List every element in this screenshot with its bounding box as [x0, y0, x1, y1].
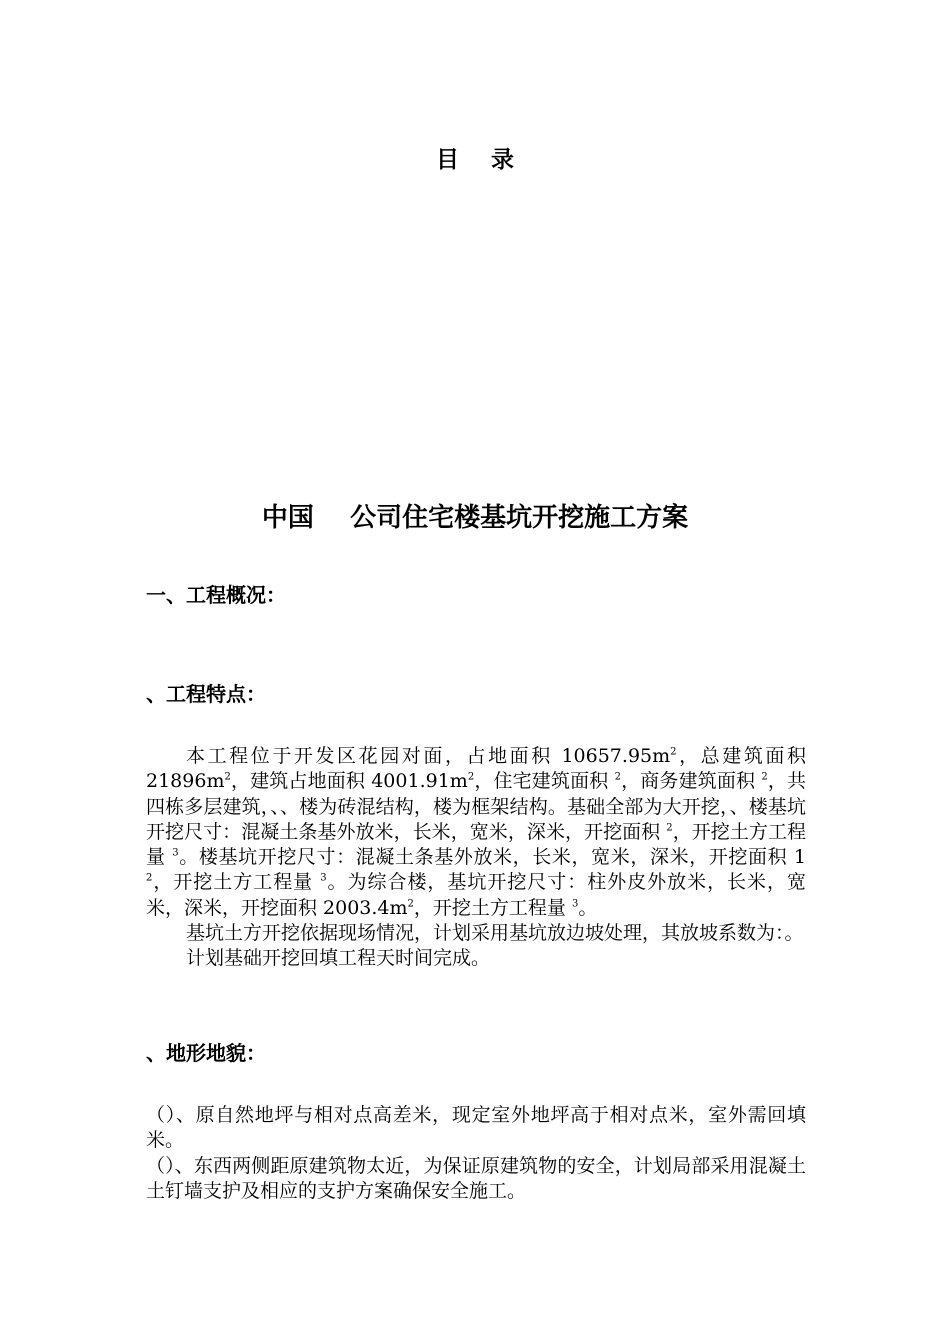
terrain-body — [146, 1103, 806, 1204]
text-run: ，开挖土方工程量 — [146, 820, 806, 869]
superscript: 2 — [467, 771, 475, 783]
superscript: 2 — [407, 898, 414, 910]
superscript: 2 — [666, 822, 673, 834]
text-run: 。楼基坑开挖尺寸：混凝土条基外放米，长米，宽米，深米，开挖面积 1 — [178, 846, 806, 869]
text-run: ，开挖土方工程量 — [413, 896, 572, 919]
section-heading-terrain: 、地形地貌： — [146, 1041, 266, 1065]
superscript: 2 — [761, 771, 768, 783]
document-title: 中国 公司住宅楼基坑开挖施工方案 — [261, 503, 689, 533]
text-run: 。 — [578, 896, 598, 919]
text-run: ，总建筑面积 21896m — [146, 745, 806, 793]
toc-title: 目 录 — [435, 147, 515, 173]
section-heading-features: 、工程特点： — [146, 682, 266, 706]
terrain-item-2: （）、东西两侧距原建筑物太近，为保证原建筑物的安全，计划局部采用混凝土土钉墙支护及相应的支护方案确保安全施工。 — [146, 1154, 806, 1202]
text-run: 。为综合楼，基坑开挖尺寸：柱外皮外放米，长米，宽米，深米，开挖面积 2003.4m — [146, 871, 806, 919]
superscript: 2 — [146, 873, 153, 885]
superscript: 3 — [172, 847, 179, 859]
superscript: 2 — [224, 771, 231, 783]
text-run: ，开挖土方工程量 — [152, 871, 321, 894]
superscript: 3 — [320, 873, 327, 885]
terrain-item-1: （）、原自然地坪与相对点高差米，现定室外地坪高于相对点米，室外需回填米。 — [146, 1104, 806, 1152]
text-run: 本工程位于开发区花园对面，占地面积 10657.95m — [186, 745, 671, 767]
text-run: ，建筑占地面积 4001.91m — [230, 770, 468, 793]
superscript: 2 — [670, 746, 677, 758]
superscript: 2 — [614, 771, 621, 783]
text-run: ，共四栋多层建筑，、、楼为砖混结构，楼为框架结构。基础全部为大开挖，、楼基坑开挖尺寸：混凝土条基外放米，长米，宽米，深米，开挖面积 — [146, 770, 806, 843]
features-body — [146, 744, 806, 972]
superscript: 3 — [571, 898, 579, 910]
features-paragraph-1 — [146, 744, 806, 921]
features-paragraph-3: 计划基础开挖回填工程天时间完成。 — [186, 947, 491, 970]
text-run: ，住宅建筑面积 — [474, 770, 615, 793]
section-heading-overview: 一、工程概况： — [146, 583, 286, 607]
text-run: ，商务建筑面积 — [620, 770, 762, 793]
features-paragraph-2: 基坑土方开挖依据现场情况，计划采用基坑放边坡处理，其放坡系数为：。 — [186, 922, 804, 945]
